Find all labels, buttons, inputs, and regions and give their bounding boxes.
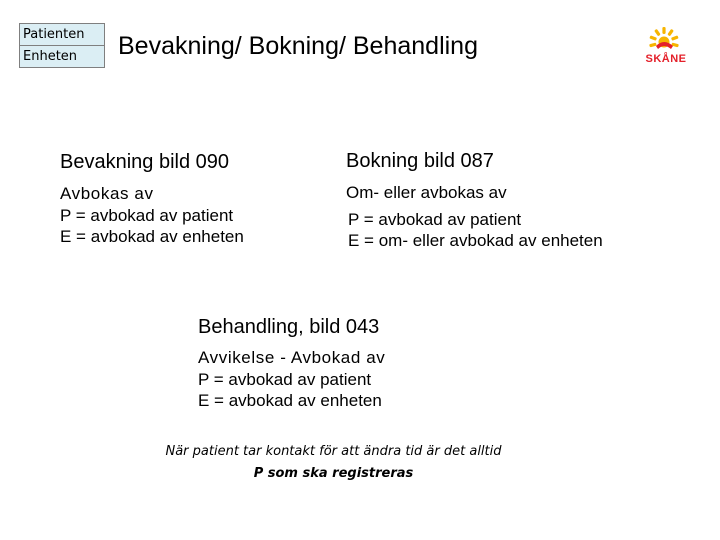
bevakning-heading: Bevakning bild 090 — [60, 151, 230, 173]
footnote — [0, 441, 667, 485]
legend-box — [19, 23, 105, 68]
behandling-e-line: E = avbokad av enheten — [198, 391, 382, 410]
bevakning-p-line: P = avbokad av patient — [60, 205, 234, 225]
bevakning-block — [60, 151, 244, 248]
footnote-line2: P som ska registreras — [253, 466, 414, 481]
page-title: Bevakning/ Bokning/ Behandling — [118, 32, 478, 60]
bevakning-subheading: Avbokas av — [60, 184, 154, 203]
bokning-p-line: P = avbokad av patient — [348, 209, 522, 229]
bokning-block — [346, 150, 603, 252]
legend-unit: Enheten — [20, 45, 104, 67]
behandling-block — [198, 316, 385, 412]
legend-patient: Patienten — [23, 27, 85, 42]
bokning-e-line: E = om- eller avbokad av enheten — [348, 231, 603, 250]
footnote-line1: När patient tar kontakt för att ändra tid är det alltid — [165, 444, 502, 459]
behandling-p-line: P = avbokad av patient — [198, 369, 372, 389]
behandling-subheading: Avvikelse - Avbokad av — [198, 348, 386, 367]
bokning-heading: Bokning bild 087 — [346, 150, 494, 172]
bevakning-e-line: E = avbokad av enheten — [60, 227, 244, 246]
logo-text: SKÅNE — [645, 53, 687, 65]
bokning-subheading: Om- eller avbokas av — [346, 183, 507, 202]
behandling-heading: Behandling, bild 043 — [198, 316, 380, 338]
